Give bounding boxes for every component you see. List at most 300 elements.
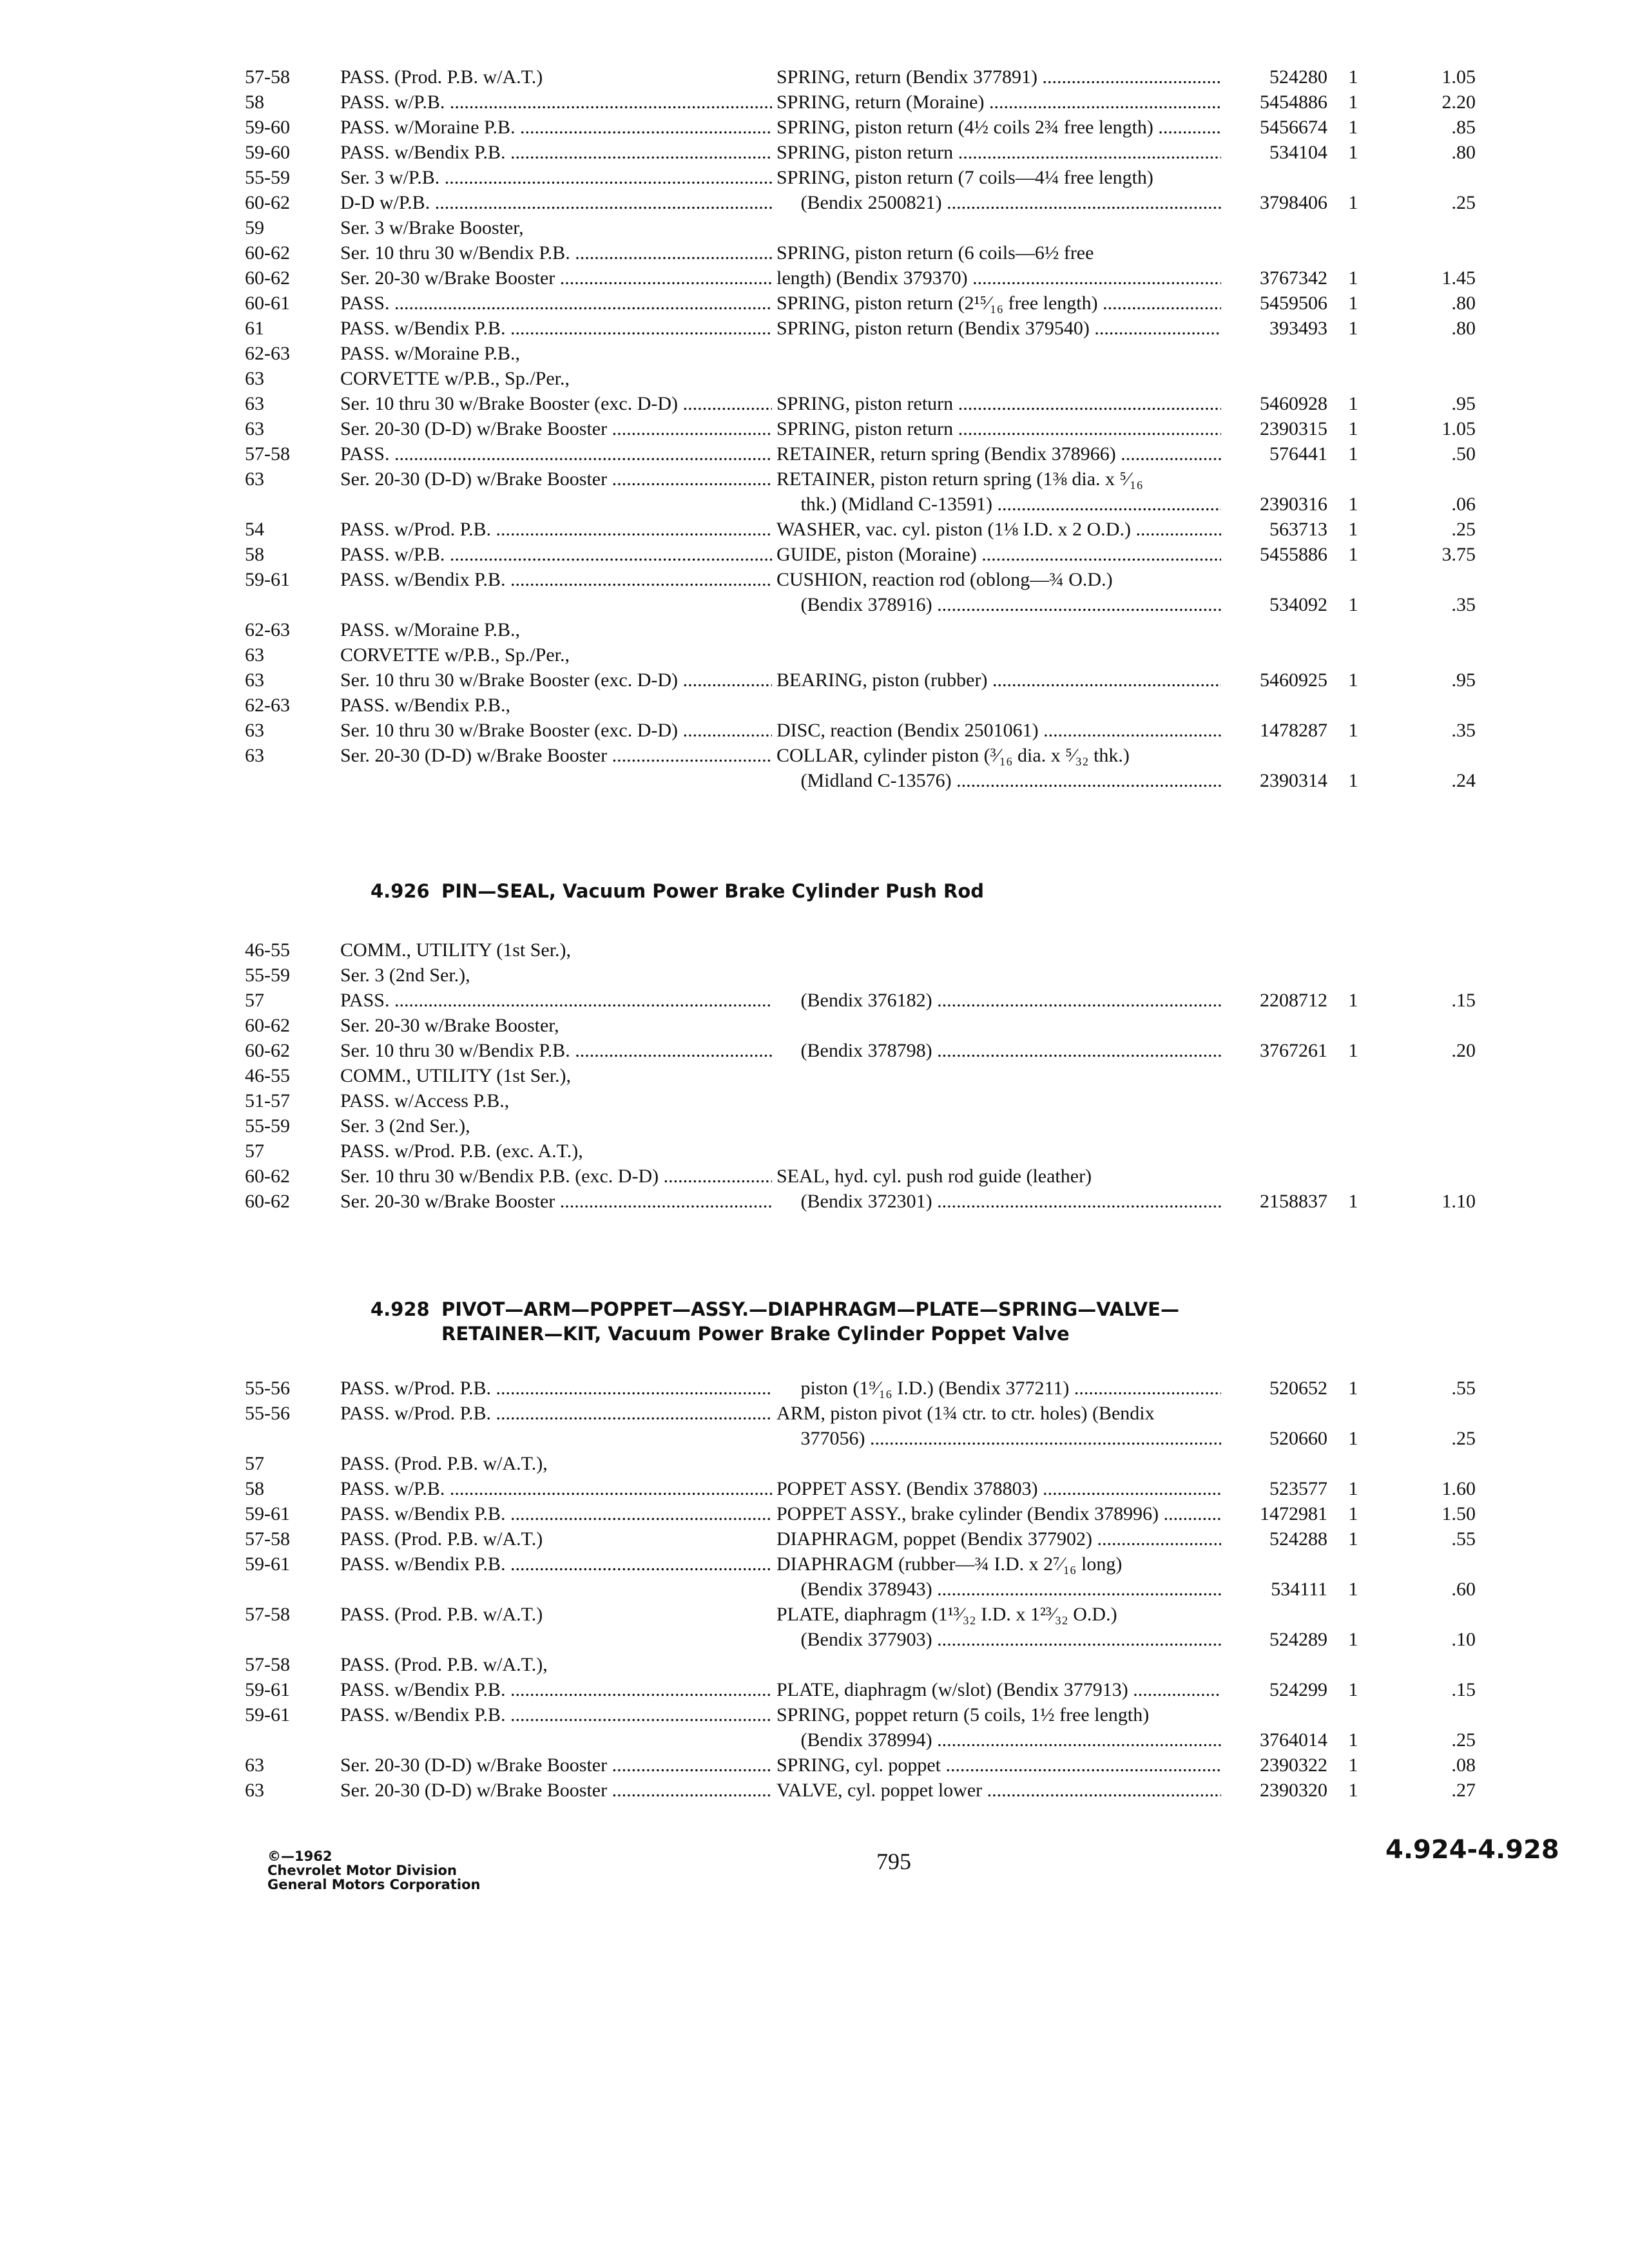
part-number-cell [1224, 441, 1327, 466]
description-line [776, 1602, 1221, 1627]
description-cell [776, 1164, 1221, 1189]
model-cell-text: CORVETTE w/P.B., Sp./Per., [340, 644, 570, 666]
year-cell [245, 668, 322, 693]
price-cell-text: 3.75 [1441, 544, 1476, 565]
description-text: (Midland C-13576) ..... [776, 770, 1221, 791]
year-cell [245, 617, 322, 642]
model-cell-text: Ser. 10 thru 30 w/Brake Booster (exc. D-D) ..... [340, 393, 772, 414]
year-cell-text: 58 [245, 544, 264, 565]
model-cell [340, 391, 772, 416]
part-number-cell-text: 1472981 [1260, 1503, 1327, 1524]
description-line [776, 291, 1221, 316]
part-number-cell-text: 524288 [1269, 1528, 1327, 1550]
table-row [245, 115, 1559, 140]
price-cell [1392, 441, 1476, 466]
quantity-cell [1340, 1753, 1366, 1778]
description-cell [776, 291, 1221, 316]
corporation-name: General Motors Corporation [267, 1877, 481, 1892]
price-cell-text: .80 [1451, 142, 1476, 163]
table-row [245, 1677, 1559, 1702]
year-cell-text: 55-59 [245, 167, 290, 188]
year-cell [245, 1401, 322, 1426]
price-cell [1392, 988, 1476, 1013]
year-cell-text: 63 [245, 745, 264, 766]
price-cell-text: .15 [1451, 990, 1476, 1011]
model-cell [340, 341, 772, 366]
model-cell-text: PASS. w/P.B. ..... [340, 91, 772, 113]
quantity-cell-text: 1 [1348, 720, 1358, 741]
part-number-cell [1224, 115, 1327, 140]
year-cell [245, 316, 322, 341]
price-cell [1392, 1476, 1476, 1501]
parts-section-4928 [245, 1376, 1559, 1803]
year-cell [245, 366, 322, 391]
description-text: RETAINER, piston return spring (1⅜ dia. x ⁵⁄₁₆ [776, 468, 1143, 490]
table-row [245, 668, 1559, 693]
model-cell-text: PASS. w/Bendix P.B. ..... [340, 1679, 772, 1700]
part-number-cell-text: 1478287 [1260, 720, 1327, 741]
part-number-cell-text: 534104 [1269, 142, 1327, 163]
model-cell-text: PASS. (Prod. P.B. w/A.T.), [340, 1453, 548, 1474]
part-number-cell-text: 534111 [1271, 1579, 1327, 1600]
model-cell [340, 988, 772, 1013]
quantity-cell [1340, 1778, 1366, 1803]
description-line [776, 1702, 1221, 1727]
quantity-cell-text: 1 [1348, 443, 1358, 465]
model-cell-text: PASS. (Prod. P.B. w/A.T.) [340, 1604, 543, 1625]
part-number-cell-text: 5454886 [1260, 91, 1327, 113]
price-cell-text: .85 [1451, 117, 1476, 138]
year-cell [245, 416, 322, 441]
year-cell-text: 60-62 [245, 1040, 290, 1061]
year-cell [245, 1778, 322, 1803]
description-text: (Bendix 378994) ..... [776, 1729, 1221, 1751]
year-cell [245, 718, 322, 743]
quantity-cell-text: 1 [1348, 393, 1358, 414]
price-cell [1392, 668, 1476, 693]
year-cell-text: 57 [245, 1453, 264, 1474]
model-cell-text: Ser. 20-30 w/Brake Booster ..... [340, 1191, 772, 1212]
table-row [245, 693, 1559, 718]
description-text: ARM, piston pivot (1¾ ctr. to ctr. holes) (Bendix [776, 1403, 1155, 1424]
description-cell [776, 466, 1221, 517]
model-cell [340, 567, 772, 592]
year-cell-text: 61 [245, 318, 264, 339]
quantity-cell [1340, 416, 1366, 441]
part-number-cell-text: 2208712 [1260, 990, 1327, 1011]
model-cell [340, 366, 772, 391]
year-cell [245, 1501, 322, 1526]
price-cell-text: 1.10 [1441, 1191, 1476, 1212]
description-cell [776, 1526, 1221, 1552]
year-cell [245, 466, 322, 492]
model-cell [340, 240, 772, 265]
model-cell [340, 1652, 772, 1677]
description-cell [776, 1038, 1221, 1063]
quantity-cell-text: 1 [1348, 142, 1358, 163]
year-cell [245, 215, 322, 240]
model-cell-text: PASS. w/Moraine P.B., [340, 619, 520, 640]
model-cell [340, 291, 772, 316]
section-heading-4928 [371, 1297, 1179, 1346]
description-line [776, 1577, 1221, 1602]
year-cell-text: 57-58 [245, 1528, 290, 1550]
model-cell-text: Ser. 10 thru 30 w/Brake Booster (exc. D-D) ..... [340, 720, 772, 741]
quantity-cell-text: 1 [1348, 594, 1358, 615]
description-text: VALVE, cyl. poppet lower ..... [776, 1780, 1221, 1801]
price-cell-text: 2.20 [1441, 91, 1476, 113]
model-cell-text: Ser. 20-30 (D-D) w/Brake Booster ..... [340, 1780, 772, 1801]
description-cell [776, 567, 1221, 617]
year-cell-text: 63 [245, 1780, 264, 1801]
price-cell [1392, 190, 1476, 215]
part-number-cell [1224, 718, 1327, 743]
model-cell-text: D-D w/P.B. ..... [340, 192, 772, 213]
year-cell [245, 1602, 322, 1627]
quantity-cell [1340, 64, 1366, 90]
description-line [776, 718, 1221, 743]
table-row [245, 416, 1559, 441]
quantity-cell-text: 1 [1348, 91, 1358, 113]
year-cell-text: 54 [245, 519, 264, 540]
description-cell [776, 1602, 1221, 1652]
parts-section-4926 [245, 937, 1559, 1214]
part-number-cell-text: 563713 [1269, 519, 1327, 540]
description-text: SPRING, return (Bendix 377891) ..... [776, 66, 1221, 88]
model-cell-text: PASS. w/Bendix P.B., [340, 695, 510, 716]
model-cell [340, 1753, 772, 1778]
quantity-cell [1340, 1501, 1366, 1526]
description-text: PLATE, diaphragm (1¹³⁄₃₂ I.D. x 1²³⁄₃₂ O.D.) [776, 1604, 1117, 1625]
table-row [245, 64, 1559, 90]
model-cell [340, 642, 772, 668]
year-cell [245, 265, 322, 291]
model-cell-text: PASS. w/Prod. P.B. ..... [340, 1378, 772, 1399]
description-text: WASHER, vac. cyl. piston (1⅛ I.D. x 2 O.D.) ..... [776, 519, 1221, 540]
division-name: Chevrolet Motor Division [267, 1863, 457, 1878]
year-cell [245, 1063, 322, 1088]
model-cell [340, 265, 772, 291]
table-row [245, 1702, 1559, 1753]
part-number-cell-text: 393493 [1269, 318, 1327, 339]
price-cell [1392, 1677, 1476, 1702]
model-cell-text: PASS. ..... [340, 293, 772, 314]
description-line [776, 517, 1221, 542]
description-cell [776, 668, 1221, 693]
description-line [776, 492, 1221, 517]
model-cell [340, 1702, 772, 1727]
model-cell [340, 1476, 772, 1501]
description-line [776, 1476, 1221, 1501]
quantity-cell-text: 1 [1348, 669, 1358, 691]
model-cell [340, 215, 772, 240]
part-number-cell [1224, 416, 1327, 441]
price-cell-text: 1.45 [1441, 267, 1476, 289]
quantity-cell [1340, 1038, 1366, 1063]
price-cell [1392, 768, 1476, 793]
part-number-cell-text: 520660 [1269, 1428, 1327, 1449]
year-cell [245, 115, 322, 140]
description-line [776, 240, 1221, 265]
year-cell [245, 743, 322, 768]
table-row [245, 1753, 1559, 1778]
price-cell-text: .80 [1451, 293, 1476, 314]
price-cell [1392, 1038, 1476, 1063]
description-text: DIAPHRAGM (rubber—¾ I.D. x 2⁷⁄₁₆ long) [776, 1553, 1123, 1575]
year-cell [245, 1753, 322, 1778]
model-cell [340, 1501, 772, 1526]
price-cell-text: 1.60 [1441, 1478, 1476, 1499]
table-row [245, 1013, 1559, 1038]
year-cell-text: 63 [245, 669, 264, 691]
model-cell-text: PASS. w/Bendix P.B. ..... [340, 1553, 772, 1575]
year-cell [245, 1013, 322, 1038]
part-number-cell [1224, 1627, 1327, 1652]
year-cell-text: 57-58 [245, 443, 290, 465]
description-cell [776, 1677, 1221, 1702]
price-cell-text: 1.05 [1441, 418, 1476, 439]
description-text: (Bendix 378798) ..... [776, 1040, 1221, 1061]
quantity-cell-text: 1 [1348, 1378, 1358, 1399]
quantity-cell [1340, 718, 1366, 743]
quantity-cell-text: 1 [1348, 1780, 1358, 1801]
year-cell-text: 59-61 [245, 1503, 290, 1524]
table-row [245, 1139, 1559, 1164]
model-cell-text: Ser. 20-30 w/Brake Booster, [340, 1015, 559, 1036]
year-cell-text: 57 [245, 990, 264, 1011]
price-cell-text: 1.05 [1441, 66, 1476, 88]
year-cell [245, 1476, 322, 1501]
table-row [245, 567, 1559, 617]
part-number-cell [1224, 1476, 1327, 1501]
model-cell-text: PASS. ..... [340, 443, 772, 465]
price-cell-text: .95 [1451, 669, 1476, 691]
model-cell-text: Ser. 10 thru 30 w/Bendix P.B. ..... [340, 242, 772, 264]
model-cell-text: PASS. w/Moraine P.B. ..... [340, 117, 772, 138]
quantity-cell [1340, 115, 1366, 140]
model-cell-text: PASS. w/Access P.B., [340, 1090, 510, 1111]
description-cell [776, 140, 1221, 165]
year-cell [245, 190, 322, 215]
description-text: (Bendix 378943) ..... [776, 1579, 1221, 1600]
description-line [776, 441, 1221, 466]
model-cell [340, 617, 772, 642]
part-number-cell [1224, 988, 1327, 1013]
year-cell-text: 63 [245, 393, 264, 414]
table-row [245, 963, 1559, 988]
description-cell [776, 64, 1221, 90]
description-line [776, 592, 1221, 617]
description-cell [776, 1753, 1221, 1778]
year-cell [245, 693, 322, 718]
description-cell [776, 391, 1221, 416]
part-number-cell-text: 5455886 [1260, 544, 1327, 565]
price-cell [1392, 1426, 1476, 1451]
quantity-cell-text: 1 [1348, 192, 1358, 213]
table-row [245, 1376, 1559, 1401]
model-cell-text: Ser. 10 thru 30 w/Bendix P.B. ..... [340, 1040, 772, 1061]
description-cell [776, 718, 1221, 743]
quantity-cell-text: 1 [1348, 418, 1358, 439]
year-cell-text: 59-61 [245, 1553, 290, 1575]
model-cell-text: Ser. 20-30 (D-D) w/Brake Booster ..... [340, 418, 772, 439]
year-cell [245, 1164, 322, 1189]
year-cell-text: 55-56 [245, 1403, 290, 1424]
year-cell [245, 1113, 322, 1139]
quantity-cell [1340, 265, 1366, 291]
table-row [245, 441, 1559, 466]
part-number-cell-text: 5459506 [1260, 293, 1327, 314]
quantity-cell-text: 1 [1348, 1428, 1358, 1449]
price-cell-text: 1.50 [1441, 1503, 1476, 1524]
price-cell [1392, 90, 1476, 115]
year-cell [245, 391, 322, 416]
model-cell-text: Ser. 20-30 w/Brake Booster ..... [340, 267, 772, 289]
model-cell [340, 1189, 772, 1214]
description-text: (Bendix 377903) ..... [776, 1629, 1221, 1650]
description-cell [776, 1476, 1221, 1501]
year-cell-text: 60-62 [245, 192, 290, 213]
model-cell-text: PASS. w/Bendix P.B. ..... [340, 1503, 772, 1524]
price-cell [1392, 1376, 1476, 1401]
description-line [776, 1552, 1221, 1577]
table-row [245, 1038, 1559, 1063]
quantity-cell [1340, 1426, 1366, 1451]
year-cell [245, 1677, 322, 1702]
model-cell [340, 90, 772, 115]
description-text: CUSHION, reaction rod (oblong—¾ O.D.) [776, 569, 1113, 590]
part-number-cell [1224, 517, 1327, 542]
price-cell-text: .10 [1451, 1629, 1476, 1650]
description-text: POPPET ASSY., brake cylinder (Bendix 378996) ..... [776, 1503, 1221, 1524]
price-cell [1392, 265, 1476, 291]
table-row [245, 642, 1559, 668]
table-row [245, 341, 1559, 366]
description-text: length) (Bendix 379370) ..... [776, 267, 1221, 289]
table-row [245, 466, 1559, 517]
part-number-cell [1224, 265, 1327, 291]
model-cell-text: PASS. w/P.B. ..... [340, 1478, 772, 1499]
description-text: GUIDE, piston (Moraine) ..... [776, 544, 1221, 565]
quantity-cell [1340, 1376, 1366, 1401]
year-cell-text: 55-59 [245, 1115, 290, 1137]
section-title: PIN—SEAL, Vacuum Power Brake Cylinder Push Rod [441, 880, 985, 902]
description-cell [776, 416, 1221, 441]
table-row [245, 90, 1559, 115]
table-row [245, 1088, 1559, 1113]
quantity-cell [1340, 668, 1366, 693]
description-cell [776, 90, 1221, 115]
price-cell [1392, 1577, 1476, 1602]
part-number-cell [1224, 140, 1327, 165]
model-cell [340, 316, 772, 341]
model-cell [340, 718, 772, 743]
model-cell-text: PASS. (Prod. P.B. w/A.T.) [340, 1528, 543, 1550]
description-text: thk.) (Midland C-13591) ..... [776, 494, 1221, 515]
description-cell [776, 1778, 1221, 1803]
quantity-cell [1340, 517, 1366, 542]
description-text: SPRING, piston return ..... [776, 142, 1221, 163]
description-line [776, 1526, 1221, 1552]
year-cell [245, 517, 322, 542]
description-text: piston (1⁹⁄₁₆ I.D.) (Bendix 377211) ..... [776, 1378, 1221, 1399]
price-cell [1392, 492, 1476, 517]
model-cell-text: Ser. 3 w/P.B. ..... [340, 167, 772, 188]
description-text: SPRING, piston return (Bendix 379540) ..... [776, 318, 1221, 339]
quantity-cell-text: 1 [1348, 1040, 1358, 1061]
description-text: SPRING, piston return (6 coils—6½ free [776, 242, 1094, 264]
quantity-cell [1340, 592, 1366, 617]
model-cell-text: COMM., UTILITY (1st Ser.), [340, 939, 572, 961]
description-line [776, 567, 1221, 592]
model-cell [340, 1552, 772, 1577]
model-cell-text: PASS. w/Bendix P.B. ..... [340, 318, 772, 339]
model-cell-text: Ser. 20-30 (D-D) w/Brake Booster ..... [340, 1754, 772, 1776]
year-cell-text: 46-55 [245, 939, 290, 961]
part-number-cell-text: 3767261 [1260, 1040, 1327, 1061]
table-row [245, 240, 1559, 265]
description-cell [776, 316, 1221, 341]
description-line [776, 1426, 1221, 1451]
part-number-cell [1224, 1577, 1327, 1602]
model-cell-text: Ser. 3 w/Brake Booster, [340, 217, 524, 238]
description-text: SEAL, hyd. cyl. push rod guide (leather) [776, 1166, 1092, 1187]
part-number-cell [1224, 668, 1327, 693]
part-number-cell [1224, 1501, 1327, 1526]
year-cell [245, 937, 322, 963]
quantity-cell [1340, 1577, 1366, 1602]
price-cell-text: .95 [1451, 393, 1476, 414]
description-line [776, 1376, 1221, 1401]
model-cell [340, 668, 772, 693]
part-number-cell [1224, 1727, 1327, 1753]
description-text: SPRING, poppet return (5 coils, 1½ free length) [776, 1704, 1150, 1725]
model-cell [340, 165, 772, 190]
description-cell [776, 1376, 1221, 1401]
description-cell [776, 1501, 1221, 1526]
quantity-cell [1340, 441, 1366, 466]
quantity-cell-text: 1 [1348, 770, 1358, 791]
part-number-cell [1224, 90, 1327, 115]
description-line [776, 1778, 1221, 1803]
table-row [245, 165, 1559, 190]
description-cell [776, 190, 1221, 215]
model-cell [340, 1451, 772, 1476]
table-row [245, 1476, 1559, 1501]
quantity-cell-text: 1 [1348, 1478, 1358, 1499]
quantity-cell [1340, 542, 1366, 567]
model-cell [340, 64, 772, 90]
price-cell-text: .55 [1451, 1528, 1476, 1550]
quantity-cell-text: 1 [1348, 1754, 1358, 1776]
quantity-cell-text: 1 [1348, 1579, 1358, 1600]
model-cell [340, 1139, 772, 1164]
section-number: 4.926 [371, 880, 430, 902]
model-cell [340, 1013, 772, 1038]
description-line [776, 1164, 1221, 1189]
part-number-cell-text: 524289 [1269, 1629, 1327, 1650]
table-row [245, 617, 1559, 642]
quantity-cell [1340, 1476, 1366, 1501]
price-cell [1392, 1778, 1476, 1803]
part-number-cell-text: 3764014 [1260, 1729, 1327, 1751]
model-cell [340, 1778, 772, 1803]
description-line [776, 64, 1221, 90]
table-row [245, 291, 1559, 316]
model-cell [340, 1164, 772, 1189]
description-line [776, 1401, 1221, 1426]
quantity-cell [1340, 140, 1366, 165]
